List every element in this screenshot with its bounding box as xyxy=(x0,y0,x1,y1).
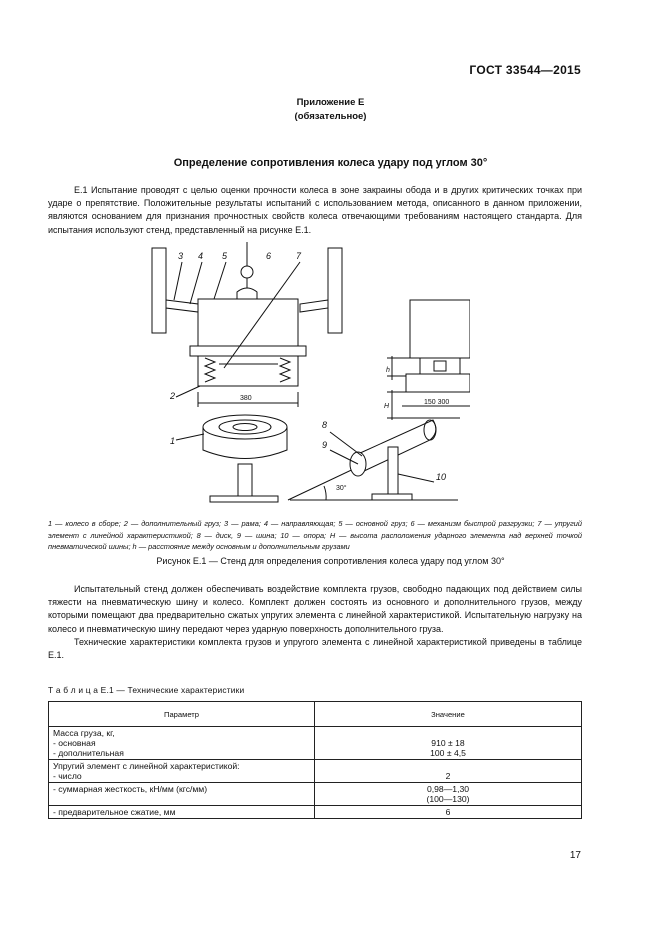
value-line: (100—130) xyxy=(426,794,470,804)
frame-left-post xyxy=(152,248,166,333)
value-line: 910 ± 18 xyxy=(431,738,465,748)
param-line: - основная xyxy=(53,738,96,748)
annex-title: Приложение Е xyxy=(296,97,365,108)
value-line xyxy=(319,728,577,738)
label-2: 2 xyxy=(170,391,176,401)
label-3: 3 xyxy=(178,251,184,261)
wheel-top xyxy=(203,415,287,439)
frame-right-post xyxy=(328,248,342,333)
dim-offsets-label: 150 300 xyxy=(424,399,450,406)
table-row xyxy=(49,806,582,819)
param-line: - дополнительная xyxy=(53,748,124,758)
value-line: 100 ± 4,5 xyxy=(430,748,466,758)
wheel-base xyxy=(210,496,278,502)
table-row xyxy=(49,783,582,806)
page-number: 17 xyxy=(569,850,581,861)
table-row xyxy=(49,727,582,760)
annex-status: (обязательное) xyxy=(294,111,367,122)
document-header: ГОСТ 33544—2015 xyxy=(469,63,581,77)
release-knob xyxy=(241,266,253,278)
intro-text: Е.1 Испытание проводят с целью оценки прочности колеса в зоне закраины обода и в других критических точках при ударе о препятствие. Положительные результаты испытаний с использованием метода, описанного в данном приложении, являются основанием для признания прочностных свойств колеса отвечающими требованиям настоящего стандарта. Для испытания используют стенд, представленный на рисунке Е.1. xyxy=(48,185,582,235)
dim-H-label: H xyxy=(384,403,390,410)
param-line: - число xyxy=(53,771,82,781)
guide-right xyxy=(300,300,328,312)
test-stand-figure xyxy=(140,242,470,510)
label-1: 1 xyxy=(170,436,176,446)
table-header-row xyxy=(49,702,582,727)
param-line: Упругий элемент с линейной характеристикой: xyxy=(53,761,240,771)
body-paragraph-2: Технические характеристики комплекта грузов и упругого элемента с линейной характеристикой приведены в таблице Е.1. xyxy=(48,636,582,661)
section-title: Определение сопротивления колеса удару под углом 30° xyxy=(173,157,488,169)
side-spring-block xyxy=(420,358,460,374)
dim-width-label: 380 xyxy=(240,395,252,402)
value-line: 0,98—1,30 xyxy=(426,784,470,794)
tech-specs-table xyxy=(48,701,582,819)
guide-left xyxy=(166,300,198,312)
header-parameter: Параметр xyxy=(49,702,315,727)
release-hook xyxy=(237,288,257,299)
label-7: 7 xyxy=(296,251,302,261)
dim-h-label: h xyxy=(386,367,390,374)
wheel-pedestal xyxy=(238,464,252,496)
annex-heading xyxy=(0,96,661,124)
tilted-support xyxy=(388,447,398,497)
param-line: - суммарная жесткость, кН/мм (кгс/мм) xyxy=(53,784,208,794)
header-value: Значение xyxy=(315,702,582,727)
figure-legend: 1 — колесо в сборе; 2 — дополнительный груз; 3 — рама; 4 — направляющая; 5 — основной груз; 6 — механизм быстрой разгрузки; 7 — упругий элемент с линейной характеристикой; 8 — диск, 9 — шина; 10 — опора; H — высота расположения ударного элемента над верхней точкой пневматической шины; h — расстояние между основным и дополнительным грузами xyxy=(48,519,582,552)
param-line: - предварительное сжатие, мм xyxy=(53,807,176,817)
angle-arc xyxy=(324,486,326,500)
value-line: 6 xyxy=(445,807,451,817)
body-paragraph-1: Испытательный стенд должен обеспечивать воздействие комплекта грузов, свободно падающих под действием силы тяжести на пневматическую шину и колесо. Комплект должен состоять из основного и дополнительного грузов, между которыми помещают два предварительно сжатых упругих элемента с линейной характеристикой. Испытательную нагрузку на колесо и пневматическую шину передают через ударную поверхность дополнительного груза. xyxy=(48,584,582,634)
tilted-base xyxy=(372,494,412,500)
value-line xyxy=(319,761,577,771)
figure-caption: Рисунок Е.1 — Стенд для определения сопротивления колеса удару под углом 30° xyxy=(156,556,505,566)
side-additional-weight xyxy=(406,374,470,392)
param-line: Масса груза, кг, xyxy=(53,728,115,738)
label-6: 6 xyxy=(266,251,272,261)
additional-weight-top xyxy=(190,346,306,356)
value-line: 2 xyxy=(445,771,451,781)
label-4: 4 xyxy=(198,251,204,261)
intro-paragraph xyxy=(48,184,582,237)
angle-label: 30° xyxy=(336,485,347,492)
label-9: 9 xyxy=(322,440,328,450)
body-text xyxy=(48,583,582,662)
label-10: 10 xyxy=(436,472,447,482)
side-main-weight xyxy=(410,300,470,358)
label-5: 5 xyxy=(222,251,228,261)
table-row xyxy=(49,760,582,783)
label-8: 8 xyxy=(322,420,328,430)
table-caption: Т а б л и ц а Е.1 — Технические характеристики xyxy=(48,685,245,695)
